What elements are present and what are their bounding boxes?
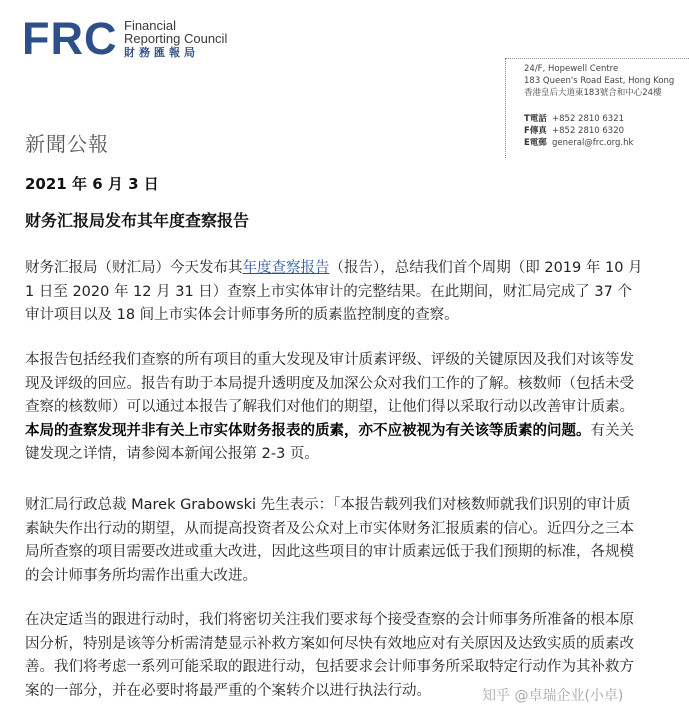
contact-block	[524, 113, 633, 149]
press-release-heading: 新聞公報	[25, 132, 109, 156]
fax-label: F傳真	[524, 126, 547, 136]
email-value[interactable]: general@frc.org.hk	[552, 138, 634, 148]
contact-fax	[524, 125, 633, 137]
logo-mark: FRC	[22, 13, 118, 64]
divider-vertical	[505, 58, 506, 158]
divider-horizontal	[505, 58, 689, 59]
address-line-1: 24/F, Hopewell Centre	[524, 64, 619, 74]
paragraph-2-bold: 本局的查察发现并非有关上市实体财务报表的质素，亦不应被视为有关该等质素的问题。	[25, 422, 591, 439]
paragraph-2-text-a: 本报告包括经我们查察的所有项目的重大发现及审计质素评级、评级的关键原因及我们对该等发现及评级的回应。报告有助于本局提升透明度及加深公众对我们工作的了解。核数师（包括未受查察的核数师）可以通过本报告了解我们对他们的期望，让他们得以采取行动以改善审计质素。	[25, 352, 634, 415]
phone-value: +852 2810 6321	[552, 114, 625, 124]
paragraph-4: 在决定适当的跟进行动时，我们将密切关注我们要求每个接受查察的会计师事务所准备的根本原因分析，特别是该等分析需清楚显示补救方案如何尽快有效地应对有关原因及达致实质的质素改善。我们将考虑一系列可能采取的跟进行动，包括要求会计师事务所采取特定行动作为其补救方案的一部分，并在必要时将最严重的个案转介以进行执法行动。	[25, 612, 634, 699]
address-line-3: 香港皇后大道東183號合和中心24樓	[524, 88, 662, 98]
email-label: E電郵	[524, 138, 547, 148]
release-title: 财务汇报局发布其年度查察报告	[25, 211, 250, 230]
paragraph-1-text-b: （报告），总结我们首个周期（即 2019 年 10 月 1 日至 2020 年 12 月 31 日）查察上市实体审计的完整结果。在此期间，财汇局完成了 37 个审计项目以及 18 间上市实体会计师事务所的质素监控制度的查察。	[25, 260, 643, 323]
phone-label: T電話	[524, 114, 547, 124]
logo-line-chinese: 財務匯報局	[124, 46, 199, 59]
paragraph-1	[25, 257, 643, 328]
release-date: 2021 年 6 月 3 日	[25, 175, 159, 193]
logo-line-reporting-council: Reporting Council	[124, 31, 228, 46]
address-block	[524, 63, 674, 99]
paragraph-2-text-b: 有关关键发现之详情，请参阅本新闻公报第 2-3 页。	[25, 422, 634, 462]
contact-email	[524, 137, 633, 149]
paragraph-3: 财汇局行政总裁 Marek Grabowski 先生表示：「本报告载列我们对核数师就我们识别的审计质素缺失作出行动的期望，从而提高投资者及公众对上市实体财务汇报质素的信心。近四分之三本局所查察的项目需要改进或重大改进，因此这些项目的审计质素远低于我们预期的标准，各规模的会计师事务所均需作出重大改进。	[25, 497, 634, 584]
paragraph-2	[25, 349, 643, 467]
contact-phone	[524, 113, 633, 125]
paragraph-1-text-a: 财务汇报局（财汇局）今天发布其	[25, 260, 243, 276]
zhihu-watermark: 知乎 @卓瑞企业(小卓)	[482, 688, 624, 704]
annual-inspection-report-link[interactable]: 年度查察报告	[242, 260, 330, 276]
logo-line-financial: Financial	[124, 18, 177, 33]
fax-value: +852 2810 6320	[552, 126, 625, 136]
logo-text	[124, 19, 264, 59]
address-line-2: 183 Queen's Road East, Hong Kong	[524, 76, 675, 86]
